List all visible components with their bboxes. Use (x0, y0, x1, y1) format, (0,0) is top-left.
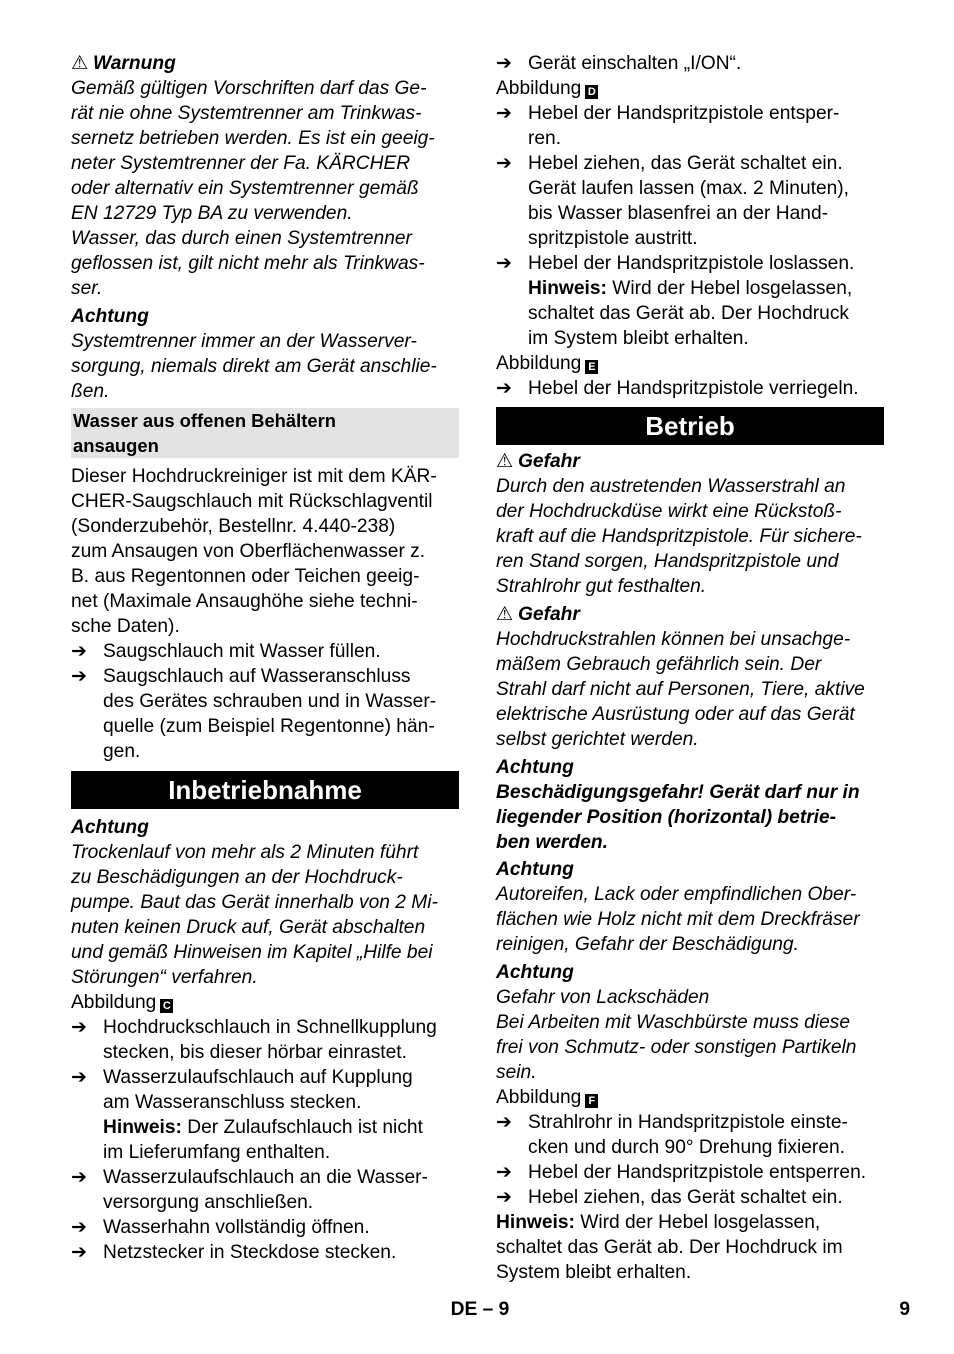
step-hebel-ziehen: ➔ Hebel ziehen, das Gerät schaltet ein. Gerät laufen lassen (max. 2 Minuten), bis Wasser blasenfrei an der Hand- spritzpistole austritt. (496, 153, 850, 249)
subheading-offene-behaelter: Wasser aus offenen Behältern ansaugen (71, 408, 459, 458)
figure-letter-badge: D (585, 85, 598, 99)
step-netzstecker: ➔ Netzstecker in Steckdose stecken. (71, 1242, 397, 1263)
achtung-heading: Achtung (496, 962, 574, 983)
step-hebel-ziehen-2: ➔ Hebel ziehen, das Gerät schaltet ein. (496, 1187, 843, 1208)
figure-letter-badge: E (585, 360, 598, 374)
step-item (71, 664, 459, 764)
hinweis-note: Hinweis: Wird der Hebel losgelassen, schaltet das Gerät ab. Der Hochdruck im System bleibt erhalten. (528, 278, 853, 349)
achtung-text: Systemtrenner immer an der Wasserver- sorgung, niemals direkt am Gerät anschlie- ßen. (71, 331, 437, 402)
achtung-text: Autoreifen, Lack oder empfindlichen Ober- flächen wie Holz nicht mit dem Dreckfräser reinigen, Gefahr der Beschädigung. (496, 884, 860, 955)
step-wasserhahn: ➔ Wasserhahn vollständig öffnen. (71, 1217, 370, 1238)
arrow-icon: ➔ (71, 1167, 87, 1188)
achtung-heading: Achtung (71, 306, 149, 327)
achtung-text: Gefahr von Lackschäden Bei Arbeiten mit Waschbürste muss diese frei von Schmutz- oder sonstigen Partikeln sein. (496, 987, 857, 1083)
achtung-text-bold: Beschädigungsgefahr! Gerät darf nur in liegender Position (horizontal) betrie- ben werden. (496, 782, 860, 853)
step-versorgung: ➔ Wasserzulaufschlauch an die Wasser- versorgung anschließen. (71, 1167, 428, 1213)
step-strahlrohr: ➔ Strahlrohr in Handspritzpistole einste- cken und durch 90° Drehung fixieren. (496, 1112, 848, 1158)
step-entsperren-2: ➔ Hebel der Handspritzpistole entsperren. (496, 1162, 867, 1183)
step-verriegeln: ➔ Hebel der Handspritzpistole verriegeln. (496, 378, 859, 399)
arrow-icon: ➔ (71, 1017, 87, 1038)
warning-triangle-icon: ⚠ (496, 604, 514, 625)
arrow-icon: ➔ (71, 1217, 87, 1238)
hinweis-note: Hinweis: Der Zulaufschlauch ist nicht im Lieferumfang enthalten. (103, 1117, 423, 1163)
step-loslassen: ➔ Hebel der Handspritzpistole loslassen. Hinweis: Wird der Hebel losgelassen, schaltet das Gerät ab. Der Hochdruck im System bleibt erhalten. (496, 251, 884, 351)
gefahr-heading: ⚠ Gefahr (496, 604, 580, 625)
achtung-heading: Achtung (496, 757, 574, 778)
arrow-icon: ➔ (496, 1187, 512, 1208)
arrow-icon: ➔ (71, 641, 87, 662)
right-column (496, 51, 884, 1285)
step-text: Saugschlauch mit Wasser füllen. (103, 641, 381, 662)
arrow-icon: ➔ (71, 1242, 87, 1263)
gefahr-text: Hochdruckstrahlen können bei unsachge- mäßem Gebrauch gefährlich sein. Der Strahl darf nicht auf Personen, Tiere, aktive elektrische Ausrüstung oder auf das Gerät selbst gerichtet werden. (496, 629, 865, 750)
step-item (71, 639, 459, 664)
arrow-icon: ➔ (496, 378, 512, 399)
steps-saugschlauch (71, 639, 459, 764)
step-entsperren: ➔ Hebel der Handspritzpistole entsper- ren. (496, 103, 840, 149)
arrow-icon: ➔ (496, 1112, 512, 1133)
arrow-icon: ➔ (496, 53, 512, 74)
section-heading-betrieb: Betrieb (496, 407, 884, 445)
gefahr-heading: ⚠ Gefahr (496, 451, 580, 472)
page-number: 9 (899, 1299, 910, 1320)
step-wasserzulauf: ➔ Wasserzulaufschlauch auf Kupplung am Wasseranschluss stecken. Hinweis: Der Zulaufschlauch ist nicht im Lieferumfang enthalten. (71, 1065, 459, 1165)
arrow-icon: ➔ (496, 103, 512, 124)
intro-paragraph: Dieser Hochdruckreiniger ist mit dem KÄR- CHER-Saugschlauch mit Rückschlagventil (Sonderzubehör, Bestellnr. 4.440-238) zum Ansaugen von Oberflächenwasser z. B. aus Regentonnen oder Teichen geeig- net (Maximale Ansaughöhe siehe techni- sche Daten). (71, 466, 437, 637)
warning-heading: ⚠ Warnung (71, 53, 176, 74)
figure-reference-e: Abbildung E (496, 351, 884, 376)
step-text: Saugschlauch auf Wasseranschluss des Gerätes schrauben und in Wasser- quelle (zum Beispiel Regentonne) hän- gen. (103, 666, 437, 762)
arrow-icon: ➔ (496, 1162, 512, 1183)
step-hochdruckschlauch: ➔ Hochdruckschlauch in Schnellkupplung stecken, bis dieser hörbar einrastet. (71, 1017, 437, 1063)
left-column (71, 51, 459, 1265)
step-einschalten: ➔ Gerät einschalten „I/ON“. (496, 53, 742, 74)
gefahr-text: Durch den austretenden Wasserstrahl an der Hochdruckdüse wirkt eine Rückstoß- kraft auf die Handspritzpistole. Für sichere- ren Stand sorgen, Handspritzpistole und Strahlrohr gut festhalten. (496, 476, 862, 597)
arrow-icon: ➔ (496, 253, 512, 274)
hinweis-note-final: Hinweis: Wird der Hebel losgelassen, schaltet das Gerät ab. Der Hochdruck im System bleibt erhalten. (496, 1212, 843, 1283)
achtung-heading: Achtung (496, 859, 574, 880)
warning-triangle-icon: ⚠ (496, 451, 514, 472)
warning-text: Gemäß gültigen Vorschriften darf das Ge- rät nie ohne Systemtrenner am Trinkwas- sernetz betrieben werden. Es ist ein geeig- neter Systemtrenner der Fa. KÄRCHER oder alternativ ein Systemtrenner gemäß EN 12729 Typ BA zu verwenden. Wasser, das durch einen Systemtrenner geflossen ist, gilt nicht mehr als Trinkwas- ser. (71, 78, 435, 299)
figure-reference-f: Abbildung F (496, 1085, 884, 1110)
figure-reference-d: Abbildung D (496, 76, 884, 101)
figure-letter-badge: F (585, 1094, 598, 1108)
page-footer-label: DE – 9 (450, 1299, 510, 1320)
arrow-icon: ➔ (496, 153, 512, 174)
arrow-icon: ➔ (71, 666, 87, 687)
arrow-icon: ➔ (71, 1067, 87, 1088)
achtung-heading: Achtung (71, 817, 149, 838)
figure-letter-badge: C (160, 999, 173, 1013)
warning-triangle-icon: ⚠ (71, 53, 89, 74)
figure-reference-c: Abbildung C (71, 990, 459, 1015)
section-heading-inbetriebnahme: Inbetriebnahme (71, 771, 459, 809)
achtung-text: Trockenlauf von mehr als 2 Minuten führt zu Beschädigungen an der Hochdruck- pumpe. Baut das Gerät innerhalb von 2 Mi- nuten keinen Druck auf, Gerät abschalten und gemäß Hinweisen im Kapitel „Hilfe bei Störungen“ verfahren. (71, 842, 438, 988)
